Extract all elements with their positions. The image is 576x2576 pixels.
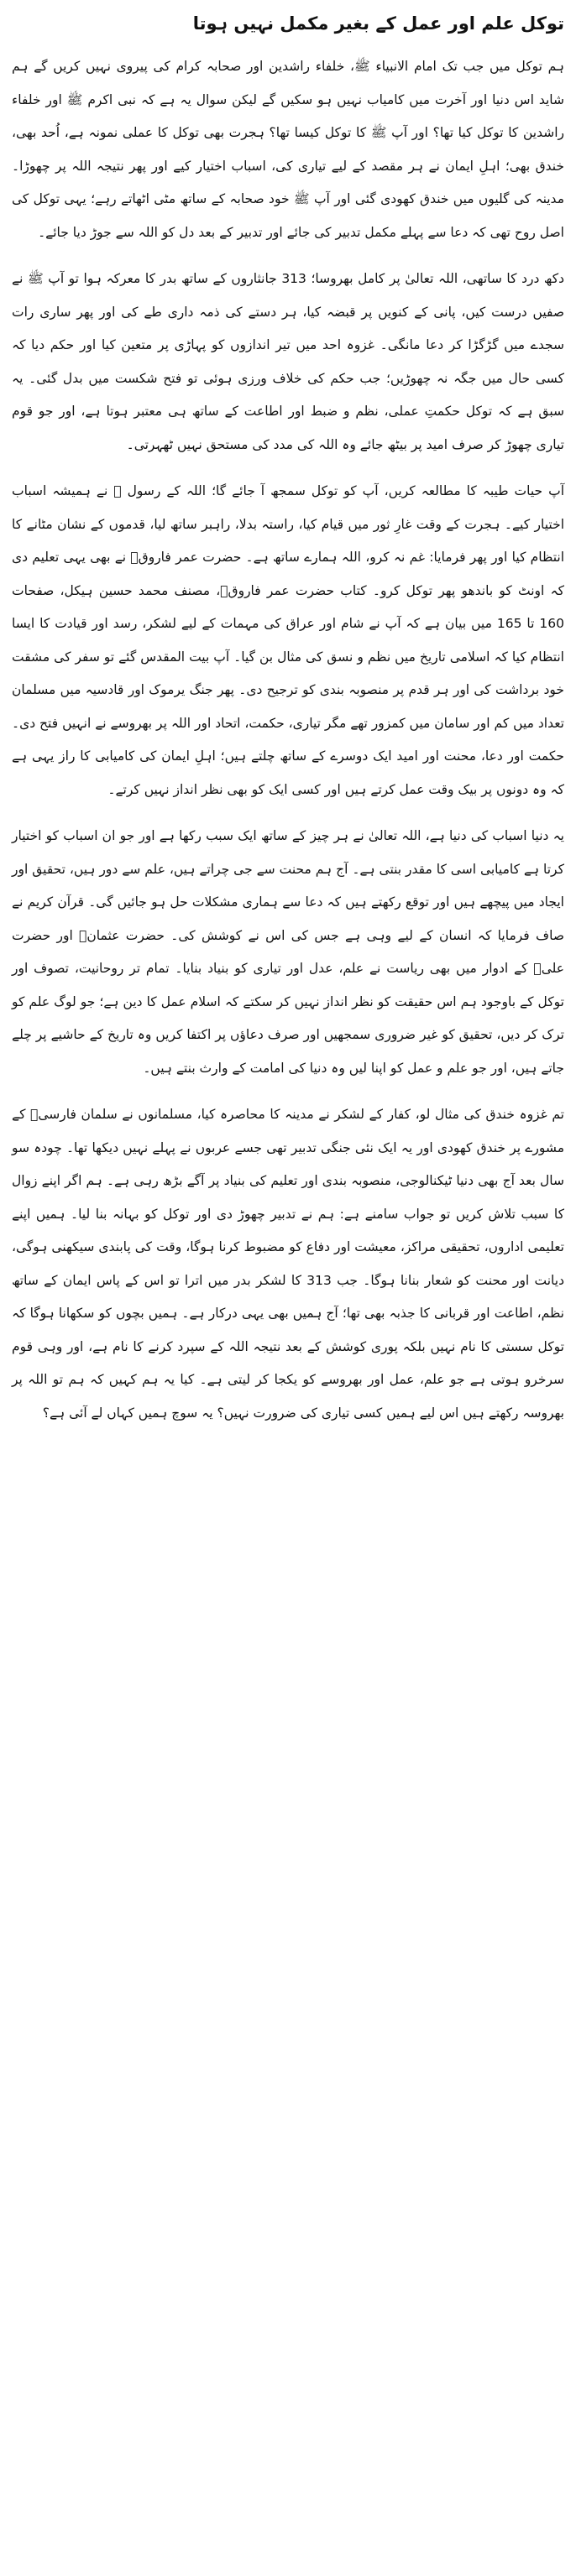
article-title: توکل علم اور عمل کے بغیر مکمل نہیں ہوتا	[192, 13, 564, 34]
article-paragraph-4: یہ دنیا اسباب کی دنیا ہے، اللہ تعالیٰ نے ہر چیز کے ساتھ ایک سبب رکھا ہے اور جو ان اسباب کو اختیار کرتا ہے کامیابی اسی کا مقدر بنتی ہے۔ آج ہم محنت سے جی چراتے ہیں، علم سے دور ہیں، تحقیق اور ایجاد میں پیچھے ہیں اور توقع رکھتے ہیں کہ دعا سے ہماری مشکلات حل ہو جائیں گی۔ قرآن کریم نے صاف فرمایا کہ انسان کے لیے وہی ہے جس کی اس نے کوشش کی۔ حضرت عثمانؓ اور حضرت علیؓ کے ادوار میں بھی ریاست نے علم، عدل اور تیاری کو بنیاد بنایا۔ تمام تر روحانیت، تصوف اور توکل کے باوجود ہم اس حقیقت کو نظر انداز نہیں کر سکتے کہ اسلام عمل کا دین ہے؛ جو لوگ علم کو ترک کر دیں، تحقیق کو غیر ضروری سمجھیں اور صرف دعاؤں پر اکتفا کریں وہ تاریخ کے حاشیے پر چلے جاتے ہیں، اور جو علم و عمل کو اپنا لیں وہ دنیا کی امامت کے وارث بنتے ہیں۔	[12, 828, 564, 1076]
article-paragraph-5: تم غزوہ خندق کی مثال لو، کفار کے لشکر نے مدینہ کا محاصرہ کیا، مسلمانوں نے سلمان فارسیؓ کے مشورے پر خندق کھودی اور یہ ایک نئی جنگی تدبیر تھی جسے عربوں نے پہلے نہیں دیکھا تھا۔ چودہ سو سال بعد آج بھی دنیا ٹیکنالوجی، منصوبہ بندی اور تعلیم کی بنیاد پر آگے بڑھ رہی ہے۔ ہم اگر اپنے زوال کا سبب تلاش کریں تو جواب سامنے ہے: ہم نے تدبیر چھوڑ دی اور توکل کو بہانہ بنا لیا۔ ہمیں اپنے تعلیمی اداروں، تحقیقی مراکز، معیشت اور دفاع کو مضبوط کرنا ہوگا، وقت کی پابندی سیکھنی ہوگی، دیانت اور محنت کو شعار بنانا ہوگا۔ جب 313 کا لشکر بدر میں اترا تو اس کے پاس ایمان کے ساتھ نظم، اطاعت اور قربانی کا جذبہ بھی تھا؛ آج ہمیں بھی یہی درکار ہے۔ ہمیں بچوں کو سکھانا ہوگا کہ توکل سستی کا نام نہیں بلکہ پوری کوشش کے بعد نتیجہ اللہ کے سپرد کرنے کا نام ہے، اور وہی قوم سرخرو ہوتی ہے جو علم، عمل اور بھروسے کو یکجا کر لیتی ہے۔ کیا یہ ہم کہیں کہ ہم تو اللہ پر بھروسہ رکھتے ہیں اس لیے ہمیں کسی تیاری کی ضرورت نہیں؟ یہ سوچ ہمیں کہاں لے آئی ہے؟	[12, 1107, 564, 1421]
article-paragraph-1: ہم توکل میں جب تک امام الانبیاء ﷺ، خلفاء راشدین اور صحابہ کرام کی پیروی نہیں کریں گے ہم شاید اس دنیا اور آخرت میں کامیاب نہیں ہو سکیں گے لیکن سوال یہ ہے کہ نبی اکرم ﷺ اور خلفاء راشدین کا توکل کیا تھا؟ اور آپ ﷺ کا توکل کیسا تھا؟ ہجرت بھی توکل کا عملی نمونہ ہے، اُحد بھی، خندق بھی؛ اہلِ ایمان نے ہر مقصد کے لیے تیاری کی، اسباب اختیار کیے اور پھر نتیجہ اللہ پر چھوڑا۔ مدینہ کی گلیوں میں خندق کھودی گئی اور آپ ﷺ خود صحابہ کے ساتھ مٹی اٹھاتے رہے؛ یہی توکل کی اصل روح تھی کہ دعا سے پہلے مکمل تدبیر کی جائے اور تدبیر کے بعد دل کو اللہ سے جوڑ دیا جائے۔	[12, 59, 564, 240]
article-paragraph-2: دکھ درد کا ساتھی، اللہ تعالیٰ پر کامل بھروسا؛ 313 جانثاروں کے ساتھ بدر کا معرکہ ہوا تو آپ ﷺ نے صفیں درست کیں، پانی کے کنویں پر قبضہ کیا، ہر دستے کی ذمہ داری طے کی اور پھر ساری رات سجدے میں گڑگڑا کر دعا مانگی۔ غزوہ احد میں تیر اندازوں کو پہاڑی پر متعین کیا اور حکم دیا کہ کسی حال میں جگہ نہ چھوڑیں؛ جب حکم کی خلاف ورزی ہوئی تو فتح شکست میں بدل گئی۔ یہ سبق ہے کہ توکل حکمتِ عملی، نظم و ضبط اور اطاعت کے ساتھ ہی معتبر ہوتا ہے، اور جو قوم تیاری چھوڑ کر صرف امید پر بیٹھ جائے وہ اللہ کی مدد کی مستحق نہیں ٹھہرتی۔	[12, 271, 564, 452]
article-paragraph-3: آپ حیات طیبہ کا مطالعہ کریں، آپ کو توکل سمجھ آ جائے گا؛ اللہ کے رسول ﷺ نے ہمیشہ اسباب اختیار کیے۔ ہجرت کے وقت غارِ ثور میں قیام کیا، راستہ بدلا، راہبر ساتھ لیا، قدموں کے نشان مٹانے کا انتظام کیا اور پھر فرمایا: غم نہ کرو، اللہ ہمارے ساتھ ہے۔ حضرت عمر فاروقؓ نے بھی یہی تعلیم دی کہ اونٹ کو باندھو پھر توکل کرو۔ کتاب حضرت عمر فاروقؓ، مصنف محمد حسین ہیکل، صفحات 160 تا 165 میں بیان ہے کہ آپ نے شام اور عراق کی مہمات کے لیے لشکر، رسد اور قیادت کا ایسا انتظام کیا کہ اسلامی تاریخ میں نظم و نسق کی مثال بن گیا۔ آپ بیت المقدس گئے تو سفر کی مشقت خود برداشت کی اور ہر قدم پر منصوبہ بندی کو ترجیح دی۔ پھر جنگ یرموک اور قادسیہ میں مسلمان تعداد میں کم اور سامان میں کمزور تھے مگر تیاری، حکمت، اتحاد اور اللہ پر بھروسے نے انہیں فتح دی۔ حکمت اور دعا، محنت اور امید ایک دوسرے کے ساتھ چلتے ہیں؛ اہلِ ایمان کی کامیابی کا راز یہی ہے کہ وہ دونوں پر بیک وقت عمل کرتے ہیں اور کسی ایک کو بھی نظر انداز نہیں کرتے۔	[12, 483, 565, 797]
